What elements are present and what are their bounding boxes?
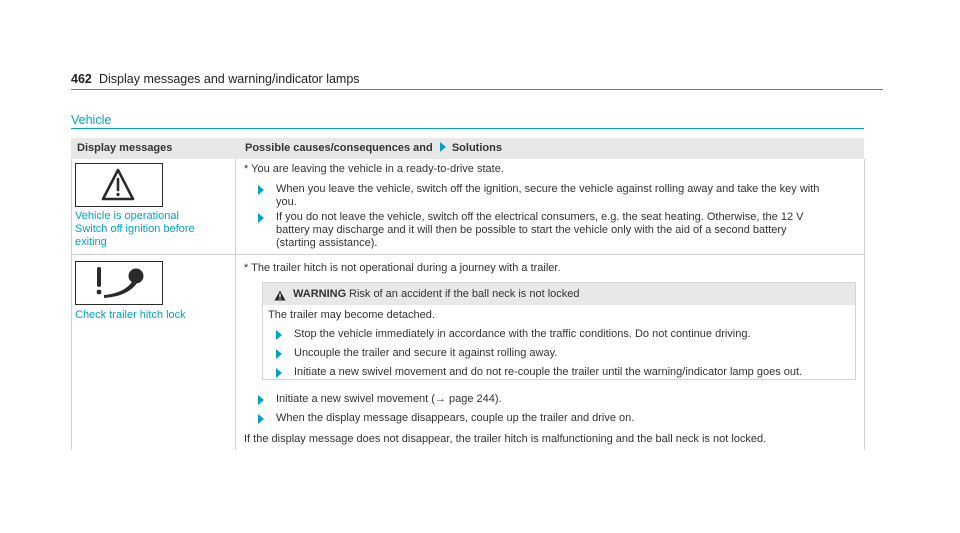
warning-step: Stop the vehicle immediately in accordance with the traffic conditions. Do not continue driving.	[294, 328, 751, 340]
section-title: Vehicle	[71, 113, 112, 127]
cause-text: * You are leaving the vehicle in a ready-to-drive state.	[244, 163, 504, 175]
step-arrow-icon	[276, 330, 282, 340]
step-arrow-icon	[276, 349, 282, 359]
message-check-trailer-hitch-lock: Check trailer hitch lock	[75, 309, 186, 321]
message-vehicle-operational-line1: Vehicle is operational	[75, 210, 179, 222]
warning-triangle-small-icon	[274, 288, 286, 306]
step-text: If you do not leave the vehicle, switch off the electrical consumers, e.g. the seat heating. Otherwise, the 12 V	[276, 211, 804, 223]
step-arrow-icon	[258, 213, 264, 223]
table-left-border	[71, 159, 72, 450]
col-header-causes	[245, 142, 502, 154]
step-text: When you leave the vehicle, switch off the ignition, secure the vehicle against rolling away and take the key with	[276, 183, 820, 195]
trailer-hitch-warning-icon	[75, 261, 163, 305]
warning-step: Initiate a new swivel movement and do not re-couple the trailer until the warning/indicator lamp goes out.	[294, 366, 803, 378]
step-arrow-icon	[258, 185, 264, 195]
table-column-divider	[235, 159, 236, 450]
table-row-divider	[71, 254, 865, 255]
play-arrow-icon	[440, 142, 446, 152]
col-header-display-messages: Display messages	[77, 142, 173, 154]
col-header-solutions-text: Solutions	[451, 142, 502, 154]
warning-label: WARNING	[293, 288, 347, 300]
table-header	[71, 138, 864, 159]
warning-body: The trailer may become detached.	[268, 309, 435, 321]
warning-step: Uncouple the trailer and secure it against rolling away.	[294, 347, 558, 359]
step-arrow-icon	[276, 368, 282, 378]
step-text: you.	[276, 196, 297, 208]
step-text: (starting assistance).	[276, 237, 378, 249]
page-number: 462	[71, 72, 92, 86]
footer-note: If the display message does not disappear, the trailer hitch is malfunctioning and the ball neck is not locked.	[244, 433, 767, 445]
warning-triangle-icon	[75, 163, 163, 207]
message-vehicle-operational-line2: Switch off ignition before	[75, 223, 195, 235]
col-header-causes-text: Possible causes/consequences and	[245, 142, 433, 154]
step-text: When the display message disappears, couple up the trailer and drive on.	[276, 412, 635, 424]
table-right-border	[864, 159, 865, 450]
step-text: battery may discharge and it will then be possible to start the vehicle only with the aid of a second battery	[276, 224, 787, 236]
cause-text: * The trailer hitch is not operational during a journey with a trailer.	[244, 262, 561, 274]
message-vehicle-operational-line3: exiting	[75, 236, 107, 248]
header-rule	[71, 89, 883, 90]
step-arrow-icon	[258, 395, 264, 405]
step-text: Initiate a new swivel movement (→ page 244).	[276, 393, 502, 405]
step-arrow-icon	[258, 414, 264, 424]
page-header-title: Display messages and warning/indicator lamps	[99, 72, 360, 86]
section-rule	[71, 128, 864, 129]
warning-text: Risk of an accident if the ball neck is not locked	[349, 288, 580, 300]
